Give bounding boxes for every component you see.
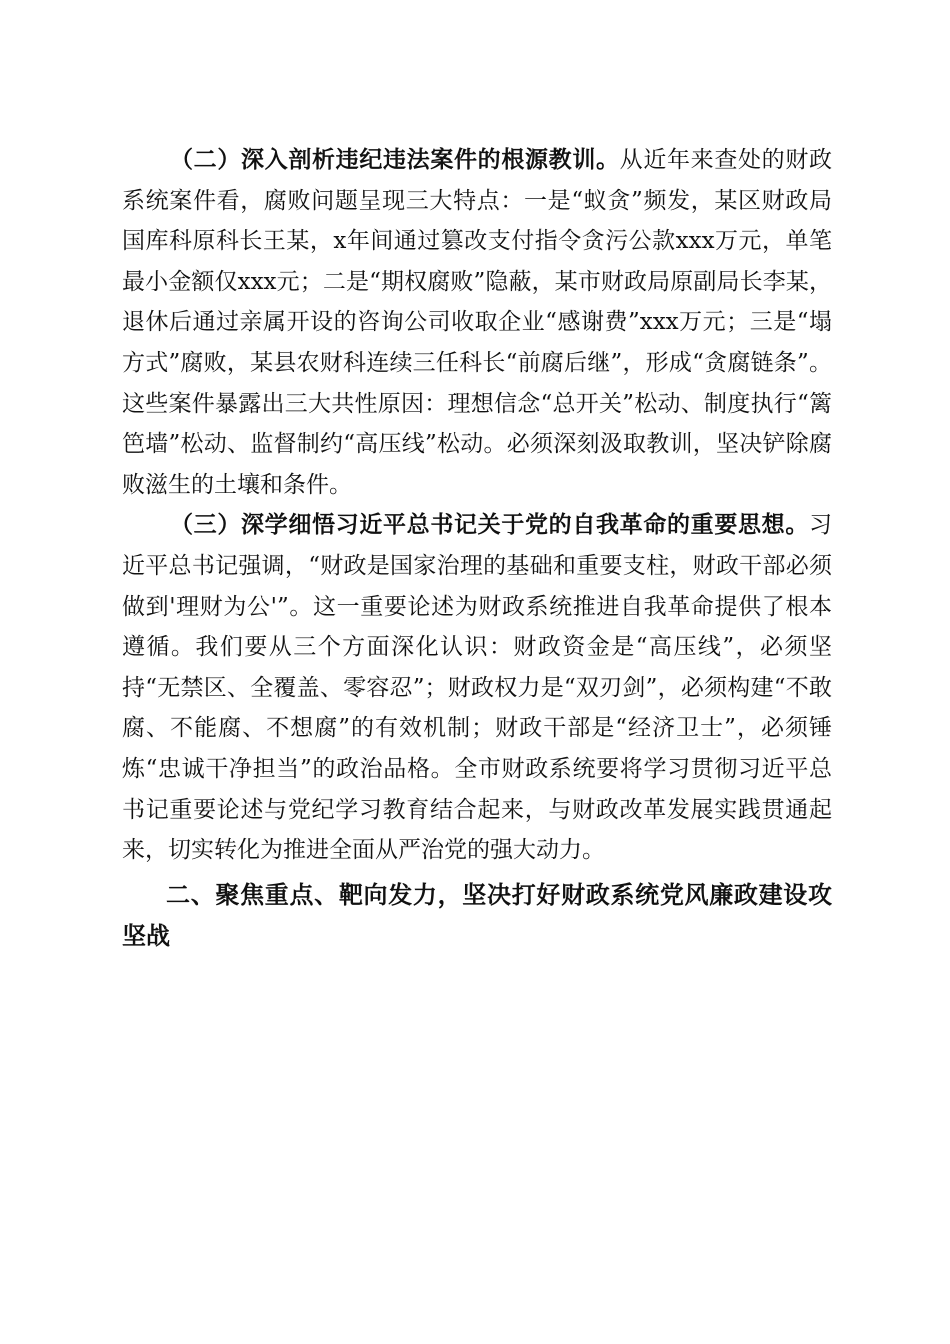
section-heading-2: 二、聚焦重点、靶向发力，坚决打好财政系统党风廉政建设攻坚战 [122,880,832,950]
paragraph-case-lessons-lead: （二）深入剖析违纪违法案件的根源教训。 [170,147,620,173]
paragraph-case-lessons [122,140,832,505]
paragraph-self-revolution-lead: （三）深学细悟习近平总书记关于党的自我革命的重要思想。 [170,512,809,539]
paragraph-self-revolution [122,505,832,870]
paragraph-self-revolution-text: 习近平总书记强调，“财政是国家治理的基础和重要支柱，财政干部必须做到'理财为公'”。这一重要论述为财政系统推进自我革命提供了根本遵循。我们要从三个方面深化认识：财政资金是“高压线”，必须坚持“无禁区、全覆盖、零容忍”；财政权力是“双刃剑”，必须构建“不敢腐、不能腐、不想腐”的有效机制；财政干部是“经济卫士”，必须锤炼“忠诚干净担当”的政治品格。全市财政系统要将学习贯彻习近平总书记重要论述与党纪学习教育结合起来，与财政改革发展实践贯通起来，切实转化为推进全面从严治党的强大动力。 [122,512,832,864]
paragraph-case-lessons-text: 从近年来查处的财政系统案件看，腐败问题呈现三大特点：一是“蚁贪”频发，某区财政局国库科原科长王某，x年间通过篡改支付指令贪污公款xxx万元，单笔最小金额仅xxx元；二是“期权腐败”隐蔽，某市财政局原副局长李某，退休后通过亲属开设的咨询公司收取企业“感谢费”xxx万元；三是“塌方式”腐败，某县农财科连续三任科长“前腐后继”，形成“贪腐链条”。这些案件暴露出三大共性原因：理想信念“总开关”松动、制度执行“篱笆墙”松动、监督制约“高压线”松动。必须深刻汲取教训，坚决铲除腐败滋生的土壤和条件。 [122,147,833,498]
document-body [122,140,832,957]
